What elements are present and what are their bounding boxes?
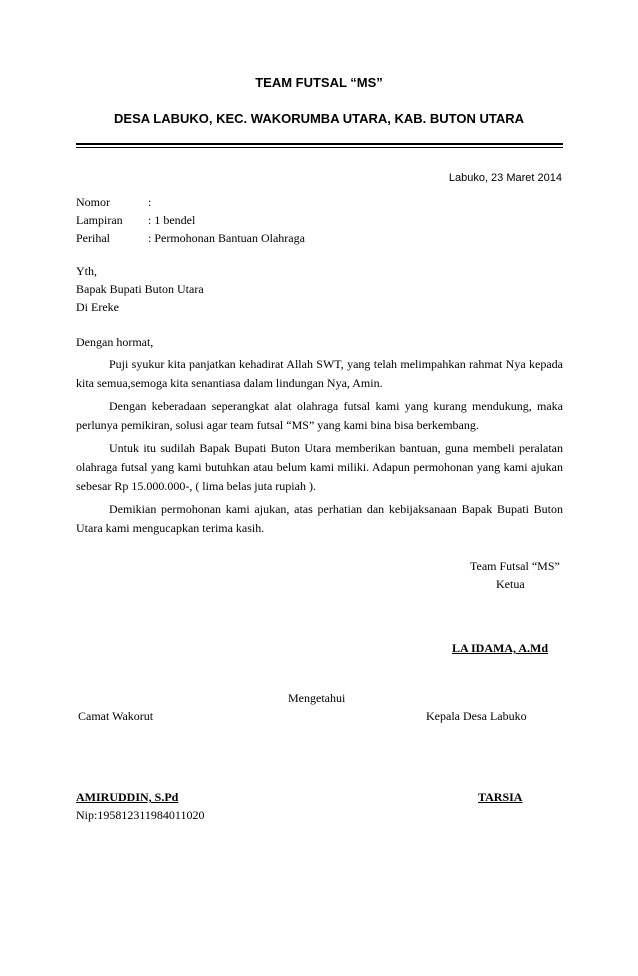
- body-paragraph: Dengan keberadaan seperangkat alat olahraga futsal kami yang kurang mendukung, maka perlunya pemikiran, solusi agar team futsal “MS” yang kami bina bisa berkembang.: [76, 399, 563, 432]
- camat-title: Camat Wakorut: [78, 709, 154, 723]
- salutation: Dengan hormat,: [76, 335, 154, 349]
- kades-title: Kepala Desa Labuko: [426, 709, 527, 723]
- body-paragraph: Untuk itu sudilah Bapak Bupati Buton Utara memberikan bantuan, guna membeli peralatan olahraga futsal yang kami butuhkan atau belum kami miliki. Adapun permohonan yang kami ajukan sebesar Rp 15.000.000-, ( lima belas juta rupiah ).: [76, 441, 563, 493]
- meta-label: Nomor: [76, 195, 110, 209]
- camat-name: AMIRUDDIN, S.Pd: [76, 790, 179, 804]
- letter-body: [76, 355, 563, 538]
- letterhead-title: TEAM FUTSAL “MS”: [255, 75, 383, 90]
- place-date: Labuko, 23 Maret 2014: [448, 172, 562, 184]
- meta-value: : Permohonan Bantuan Olahraga: [148, 231, 305, 245]
- body-paragraph: Demikian permohonan kami ajukan, atas perhatian dan kebijaksanaan Bapak Bupati Buton Utara kami mengucapkan terima kasih.: [76, 502, 563, 535]
- meta-value: :: [148, 195, 152, 209]
- meta-label: Lampiran: [76, 213, 123, 227]
- acknowledge-label: Mengetahui: [288, 691, 346, 705]
- camat-nip: Nip:195812311984011020: [76, 808, 205, 822]
- meta-value: : 1 bendel: [148, 213, 196, 227]
- body-paragraph: Puji syukur kita panjatkan kehadirat Allah SWT, yang telah melimpahkan rahmat Nya kepada kita semua,semoga kita senantiasa dalam lindungan Nya, Amin.: [76, 357, 563, 390]
- sender-name: LA IDAMA, A.Md: [452, 641, 549, 655]
- letterhead-rule-thin: [76, 147, 563, 148]
- meta-label: Perihal: [76, 231, 110, 245]
- recipient-greeting: Yth,: [76, 264, 97, 278]
- recipient-name: Bapak Bupati Buton Utara: [76, 282, 204, 296]
- kades-name: TARSIA: [478, 790, 523, 804]
- letterhead-rule-thick: [76, 143, 563, 145]
- recipient-location: Di Ereke: [76, 300, 119, 314]
- sender-org: Team Futsal “MS”: [470, 559, 560, 573]
- sender-role: Ketua: [496, 577, 525, 591]
- letterhead-address: DESA LABUKO, KEC. WAKORUMBA UTARA, KAB. BUTON UTARA: [114, 111, 524, 126]
